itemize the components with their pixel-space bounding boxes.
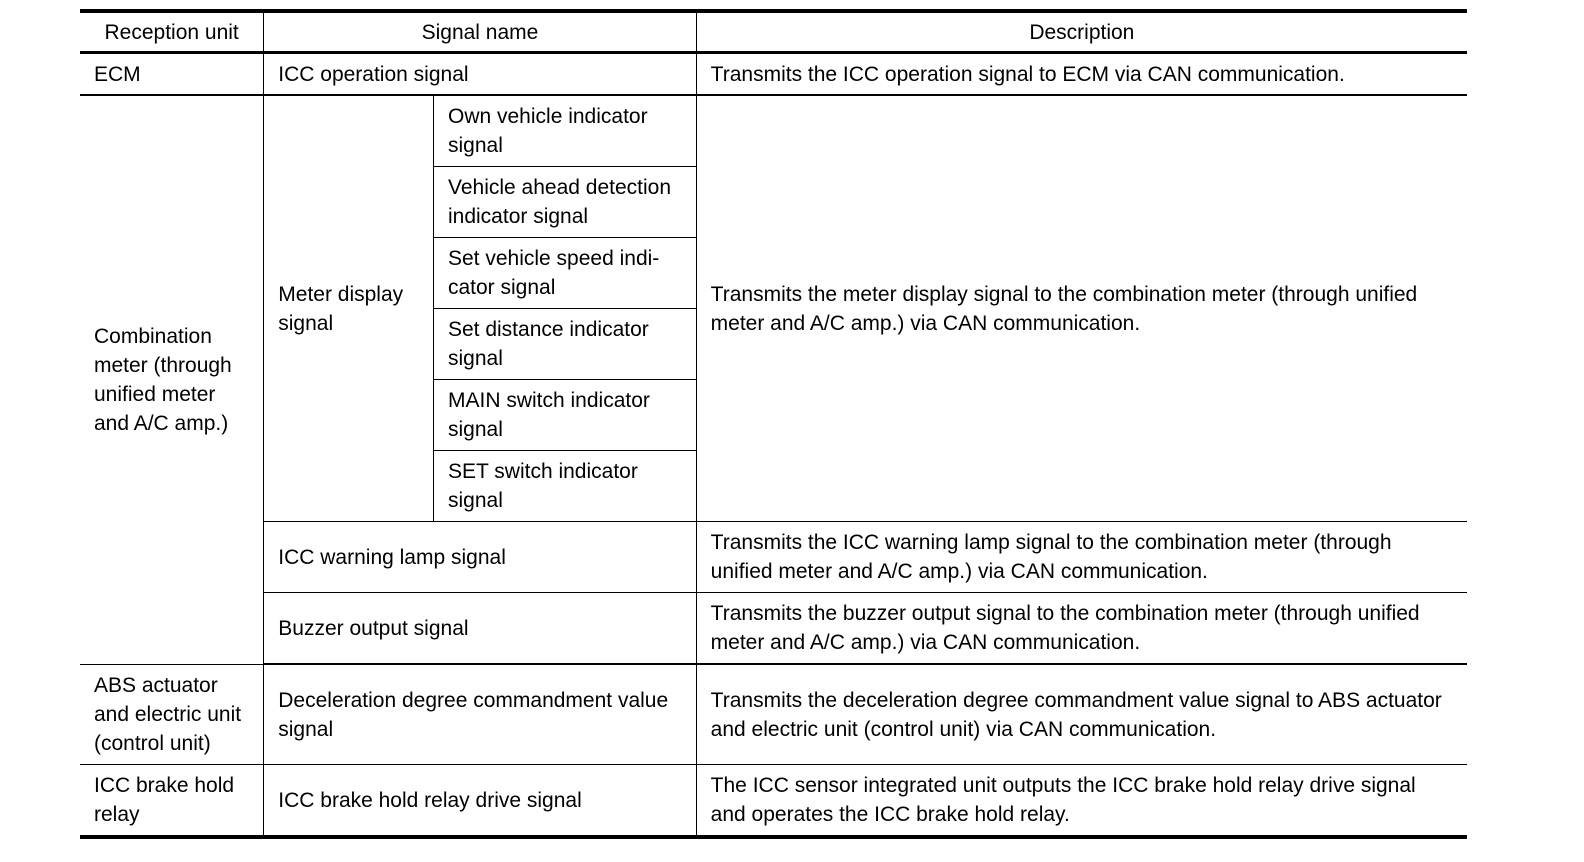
reception-unit-cell: ECM [80,53,264,96]
signal-name-cell: ICC warning lamp signal [264,522,696,593]
sub-signal-cell: Set distance indicator signal [433,309,696,380]
signal-name-cell: ICC operation signal [264,53,696,96]
reception-unit-cell: ABS actuator and electric unit (control unit) [80,664,264,765]
sub-signal-cell: Vehicle ahead detection indicator signal [433,167,696,238]
description-cell: The ICC sensor integrated unit outputs the ICC brake hold relay drive signal and operates the ICC brake hold relay. [696,765,1467,838]
table-row [80,522,1467,593]
table-row [80,95,1467,167]
description-cell: Transmits the deceleration degree commandment value signal to ABS actuator and electric unit (control unit) via CAN communication. [696,664,1467,765]
signal-name-cell: Buzzer output signal [264,593,696,665]
signal-table [80,9,1467,839]
sub-signal-cell: MAIN switch indicator signal [433,380,696,451]
signal-name-cell: Meter display signal [264,95,434,522]
header-reception-unit: Reception unit [80,11,264,53]
table-row [80,53,1467,96]
table-row [80,593,1467,665]
signal-name-cell: Deceleration degree commandment value signal [264,664,696,765]
reception-unit-cell: Combination meter (through unified meter and A/C amp.) [80,95,264,664]
header-description: Description [696,11,1467,53]
sub-signal-cell: Own vehicle indicator signal [433,95,696,167]
description-cell: Transmits the ICC warning lamp signal to the combination meter (through unified meter and A/C amp.) via CAN communication. [696,522,1467,593]
header-row [80,11,1467,53]
table-row [80,664,1467,765]
table-row [80,765,1467,838]
description-cell: Transmits the ICC operation signal to ECM via CAN communication. [696,53,1467,96]
header-signal-name: Signal name [264,11,696,53]
description-cell: Transmits the meter display signal to the combination meter (through unified meter and A/C amp.) via CAN communication. [696,95,1467,522]
sub-signal-cell: SET switch indicator signal [433,451,696,522]
sub-signal-cell: Set vehicle speed indi-cator signal [433,238,696,309]
signal-name-cell: ICC brake hold relay drive signal [264,765,696,838]
description-cell: Transmits the buzzer output signal to the combination meter (through unified meter and A/C amp.) via CAN communication. [696,593,1467,665]
reception-unit-cell: ICC brake hold relay [80,765,264,838]
